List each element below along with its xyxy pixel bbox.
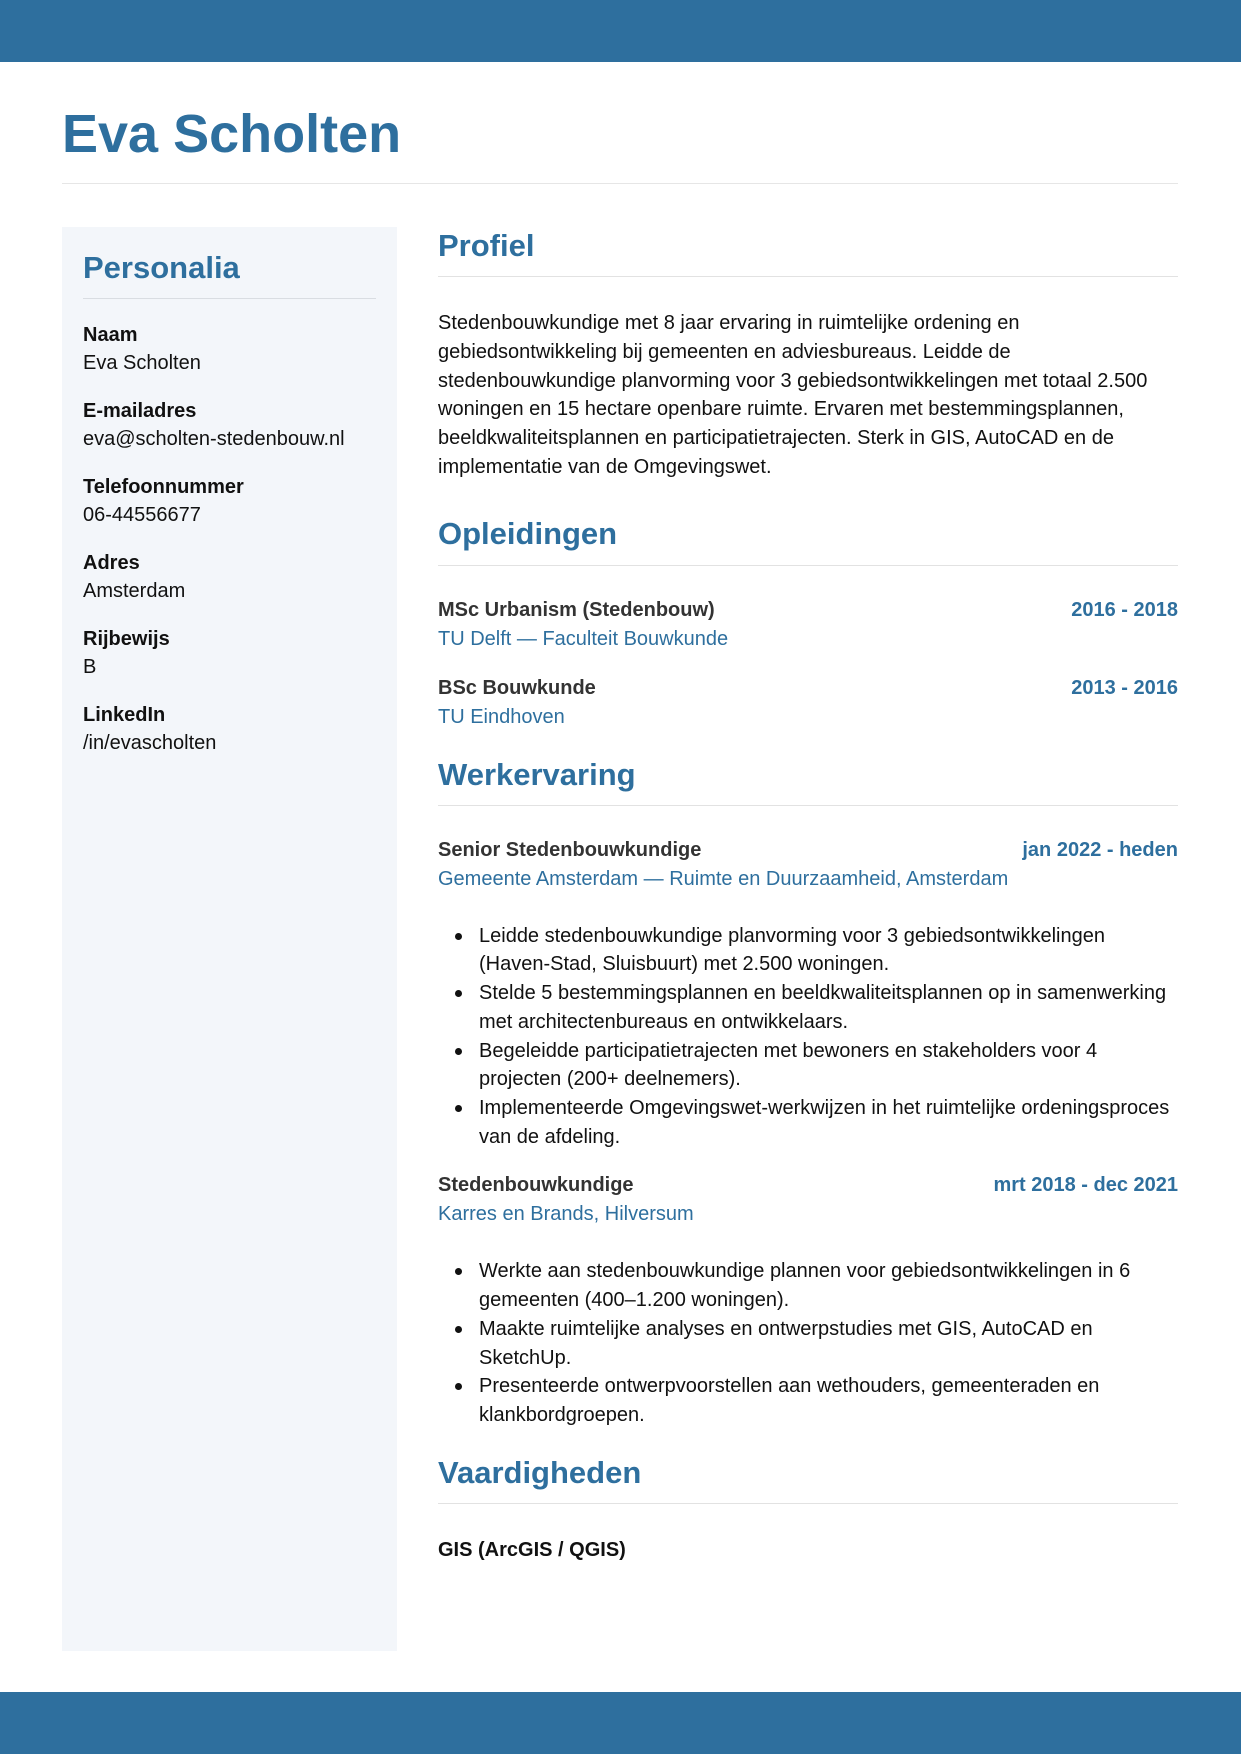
email-value: eva@scholten-stedenbouw.nl bbox=[83, 428, 345, 451]
list-item: Stelde 5 bestemmingsplannen en beeldkwaliteitsplannen op in samenwerking met architectenbureaus en ontwikkelaars. bbox=[479, 979, 1178, 1036]
education-degree: BSc Bouwkunde bbox=[438, 676, 596, 699]
education-institution: TU Delft — Faculteit Bouwkunde bbox=[438, 627, 729, 650]
bottom-banner bbox=[0, 1692, 1241, 1754]
list-item: Implementeerde Omgevingswet-werkwijzen in het ruimtelijke ordeningsproces van de afdeling. bbox=[479, 1094, 1178, 1151]
title-divider bbox=[62, 183, 1178, 184]
experience-period: jan 2022 - heden bbox=[1022, 838, 1178, 861]
section-title-skills: Vaardigheden bbox=[438, 1454, 1178, 1504]
personal-item-name bbox=[83, 321, 376, 377]
section-title-education: Opleidingen bbox=[438, 515, 1178, 565]
personal-label: Adres bbox=[83, 552, 140, 575]
personal-item-linkedin bbox=[83, 701, 376, 757]
sidebar-personalia bbox=[62, 227, 397, 1651]
personal-value: Eva Scholten bbox=[83, 352, 201, 375]
personal-label: Naam bbox=[83, 324, 138, 347]
education-degree: MSc Urbanism (Stedenbouw) bbox=[438, 598, 715, 621]
section-profile bbox=[438, 227, 1178, 481]
skill-item: GIS (ArcGIS / QGIS) bbox=[438, 1538, 626, 1561]
experience-entry bbox=[438, 1171, 1178, 1429]
experience-entry bbox=[438, 836, 1178, 1152]
experience-period: mrt 2018 - dec 2021 bbox=[993, 1174, 1178, 1197]
entry-header bbox=[438, 836, 1178, 865]
section-education bbox=[438, 515, 1178, 731]
personal-label: Telefoonnummer bbox=[83, 476, 244, 499]
list-item: Maakte ruimtelijke analyses en ontwerpstudies met GIS, AutoCAD en SketchUp. bbox=[479, 1315, 1178, 1372]
experience-list bbox=[438, 836, 1178, 1430]
experience-employer: Gemeente Amsterdam — Ruimte en Duurzaamheid, Amsterdam bbox=[438, 867, 1009, 890]
page-title: Eva Scholten bbox=[62, 104, 402, 164]
list-item: Presenteerde ontwerpvoorstellen aan wethouders, gemeenteraden en klankbordgroepen. bbox=[479, 1372, 1178, 1429]
education-entry bbox=[438, 596, 1178, 654]
education-institution: TU Eindhoven bbox=[438, 705, 565, 728]
address-value: Amsterdam bbox=[83, 580, 186, 603]
section-title-experience: Werkervaring bbox=[438, 756, 1178, 806]
sidebar-title: Personalia bbox=[83, 249, 376, 299]
section-skills bbox=[438, 1454, 1178, 1565]
profile-text: Stedenbouwkundige met 8 jaar ervaring in ruimtelijke ordening en gebiedsontwikkeling bij gemeenten en adviesbureaus. Leidde de stedenbouwkundige planvorming voor 3 gebiedsontwikkelingen met totaal 2.500 woningen en 15 hectare openbare ruimte. Ervaren met bestemmingsplannen, beeldkwaliteitsplannen en participatietrajecten. Sterk in GIS, AutoCAD en de implementatie van de Omgevingswet. bbox=[438, 312, 1148, 478]
personal-item-phone bbox=[83, 473, 376, 529]
linkedin-value: /in/evascholten bbox=[83, 732, 217, 755]
education-entry bbox=[438, 674, 1178, 732]
top-banner bbox=[0, 0, 1241, 62]
phone-value: 06-44556677 bbox=[83, 504, 201, 527]
entry-header bbox=[438, 1171, 1178, 1200]
experience-role: Senior Stedenbouwkundige bbox=[438, 838, 702, 861]
section-title-profile: Profiel bbox=[438, 227, 1178, 277]
experience-bullets bbox=[438, 922, 1178, 1152]
list-item: Leidde stedenbouwkundige planvorming voor 3 gebiedsontwikkelingen (Haven-Stad, Sluisbuurt) met 2.500 woningen. bbox=[479, 922, 1178, 979]
section-experience bbox=[438, 756, 1178, 1430]
list-item: Begeleidde participatietrajecten met bewoners en stakeholders voor 4 projecten (200+ deelnemers). bbox=[479, 1037, 1178, 1094]
personal-label: Rijbewijs bbox=[83, 628, 170, 651]
experience-employer: Karres en Brands, Hilversum bbox=[438, 1203, 694, 1226]
personal-label: E-mailadres bbox=[83, 400, 197, 423]
education-period: 2016 - 2018 bbox=[1071, 598, 1178, 621]
skills-list bbox=[438, 1536, 1178, 1565]
experience-role: Stedenbouwkundige bbox=[438, 1174, 634, 1197]
personal-item-address bbox=[83, 549, 376, 605]
personal-label: LinkedIn bbox=[83, 704, 166, 727]
experience-bullets bbox=[438, 1257, 1178, 1429]
education-period: 2013 - 2016 bbox=[1071, 676, 1178, 699]
entry-header bbox=[438, 674, 1178, 703]
personal-item-email bbox=[83, 397, 376, 453]
personal-item-license bbox=[83, 625, 376, 681]
license-value: B bbox=[83, 656, 97, 679]
entry-header bbox=[438, 596, 1178, 625]
list-item: Werkte aan stedenbouwkundige plannen voor gebiedsontwikkelingen in 6 gemeenten (400–1.200 woningen). bbox=[479, 1257, 1178, 1314]
education-list bbox=[438, 596, 1178, 732]
main-content bbox=[438, 227, 1178, 1565]
personal-details-list bbox=[83, 321, 376, 757]
